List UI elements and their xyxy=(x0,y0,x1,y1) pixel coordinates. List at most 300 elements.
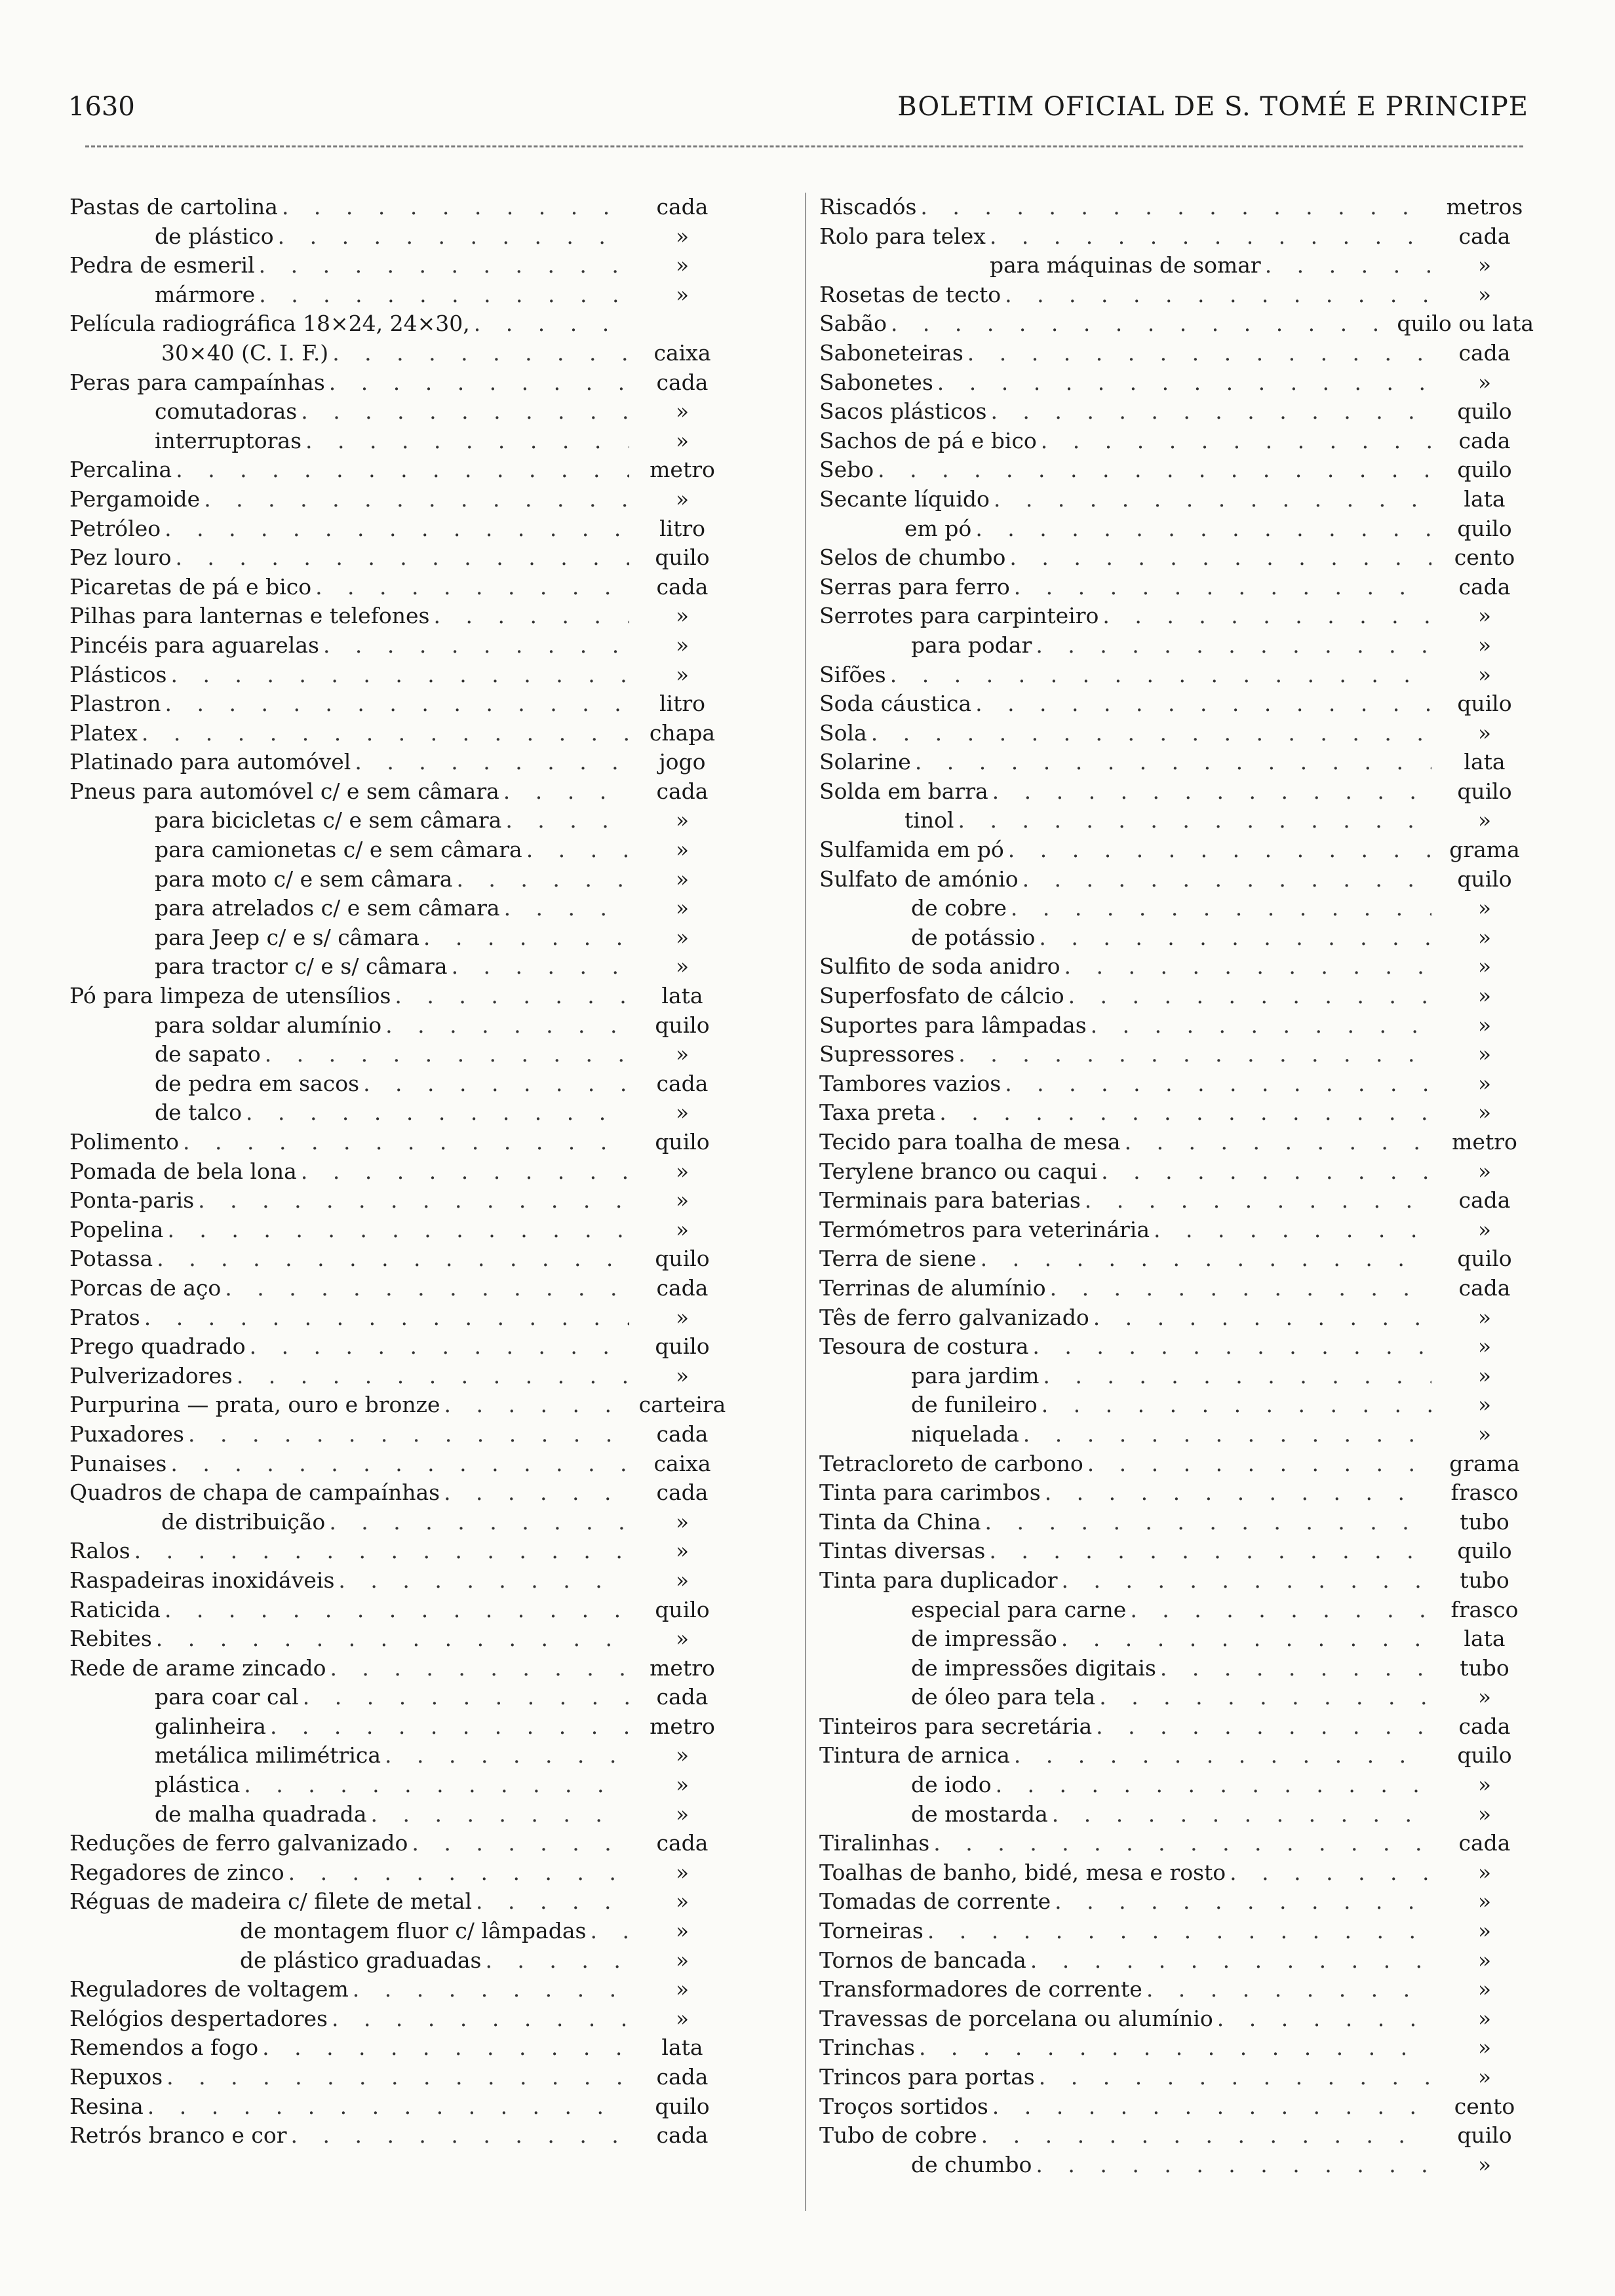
dot-leader xyxy=(485,1946,629,1976)
list-item xyxy=(819,1946,1534,1976)
item-name: Pedra de esmeril xyxy=(69,252,255,278)
item-unit: cento xyxy=(1454,2093,1515,2119)
item-unit: » xyxy=(675,1100,690,1126)
dot-leader xyxy=(385,1741,629,1770)
list-item xyxy=(69,1332,731,1362)
list-item xyxy=(69,1303,731,1333)
item-name: metálica milimétrica xyxy=(155,1742,381,1769)
item-unit: metro xyxy=(1452,1129,1517,1155)
item-unit: » xyxy=(1477,1070,1492,1096)
item-unit: grama xyxy=(1449,837,1520,863)
dot-leader xyxy=(282,193,629,222)
list-item xyxy=(69,1829,731,1858)
item-unit: chapa xyxy=(649,719,716,746)
list-item xyxy=(819,251,1534,280)
item-name: para tractor c/ e s/ câmara xyxy=(155,953,448,980)
item-unit: » xyxy=(1477,983,1492,1009)
list-item xyxy=(819,1069,1534,1099)
list-item xyxy=(819,719,1534,748)
dot-leader xyxy=(204,485,629,514)
dot-leader xyxy=(395,982,629,1011)
dot-leader xyxy=(958,806,1432,835)
item-name: para bicicletas c/ e sem câmara xyxy=(155,807,502,833)
dot-leader xyxy=(1009,543,1431,573)
dot-leader xyxy=(188,1420,629,1449)
dot-leader xyxy=(353,1975,629,2004)
item-name: Popelina xyxy=(69,1216,164,1242)
item-name: Rolo para telex xyxy=(819,223,986,249)
item-unit: metro xyxy=(650,1713,715,1739)
dot-leader xyxy=(198,1186,629,1215)
item-name: Pratos xyxy=(69,1304,140,1330)
item-name: Tinteiros para secretária xyxy=(819,1713,1093,1739)
item-name: Remendos a fogo xyxy=(69,2035,259,2061)
item-unit: » xyxy=(1477,1304,1492,1330)
item-unit: » xyxy=(675,1947,690,1973)
dot-leader xyxy=(1055,1887,1431,1917)
item-name: Torneiras xyxy=(819,1918,924,1944)
list-item xyxy=(819,397,1534,427)
dot-leader xyxy=(590,1917,629,1946)
item-name: 30×40 (C. I. F.) xyxy=(161,339,329,366)
item-unit: cada xyxy=(1458,339,1511,366)
list-item xyxy=(69,1157,731,1187)
item-name: Suportes para lâmpadas xyxy=(819,1012,1087,1038)
item-name: para coar cal xyxy=(155,1684,299,1710)
item-name: Tintas diversas xyxy=(819,1538,986,1564)
list-item xyxy=(69,1128,731,1157)
item-unit: » xyxy=(675,895,690,921)
dot-leader xyxy=(156,1624,629,1654)
dot-leader xyxy=(871,719,1431,748)
dot-leader xyxy=(259,251,629,280)
dot-leader xyxy=(170,1449,629,1479)
item-name: de talco xyxy=(155,1100,242,1126)
dot-leader xyxy=(1099,1683,1431,1712)
list-item xyxy=(819,1098,1534,1128)
item-unit: caixa xyxy=(653,1450,711,1476)
dot-leader xyxy=(1093,1303,1431,1333)
list-item xyxy=(69,1508,731,1537)
item-unit: » xyxy=(1477,953,1492,980)
list-item xyxy=(819,1654,1534,1683)
list-item xyxy=(69,982,731,1011)
item-unit: » xyxy=(1477,1012,1492,1038)
item-name: Terminais para baterias xyxy=(819,1187,1081,1214)
list-item xyxy=(819,2121,1534,2151)
item-unit: cada xyxy=(656,1274,709,1301)
item-name: Repuxos xyxy=(69,2064,163,2090)
list-item xyxy=(69,2004,731,2034)
item-name: mármore xyxy=(155,281,256,307)
item-name: Trinchas xyxy=(819,2035,915,2061)
item-unit: quilo xyxy=(1457,1246,1512,1272)
item-unit: » xyxy=(1477,1421,1492,1447)
list-item xyxy=(819,1244,1534,1274)
item-unit: » xyxy=(675,1801,690,1827)
item-name: de pedra em sacos xyxy=(155,1070,360,1096)
dot-leader xyxy=(250,1332,629,1362)
item-unit: cada xyxy=(1458,1274,1511,1301)
list-item xyxy=(69,309,731,339)
item-unit: frasco xyxy=(1450,1596,1519,1622)
item-unit: » xyxy=(1477,1100,1492,1126)
item-name: Sola xyxy=(819,719,867,746)
item-unit: cada xyxy=(656,1830,709,1856)
dot-leader xyxy=(1023,1420,1431,1449)
item-name: Supressores xyxy=(819,1041,955,1067)
item-unit: cada xyxy=(656,778,709,804)
item-name: Raspadeiras inoxidáveis xyxy=(69,1567,335,1593)
item-unit: » xyxy=(675,1187,690,1214)
item-name: galinheira xyxy=(155,1713,266,1739)
list-item xyxy=(69,280,731,310)
item-name: de chumbo xyxy=(911,2151,1032,2177)
dot-leader xyxy=(1160,1654,1431,1683)
item-unit: » xyxy=(1477,1888,1492,1915)
item-name: Superfosfato de cálcio xyxy=(819,983,1064,1009)
list-item xyxy=(819,1390,1534,1420)
item-name: Pulverizadores xyxy=(69,1362,233,1388)
item-unit: quilo xyxy=(655,1246,710,1272)
item-name: para podar xyxy=(911,632,1032,658)
dot-leader xyxy=(157,1244,629,1274)
list-item xyxy=(819,748,1534,777)
list-item xyxy=(819,1040,1534,1069)
dot-leader xyxy=(165,689,629,719)
item-name: Regadores de zinco xyxy=(69,1859,284,1885)
dot-leader xyxy=(262,2033,629,2063)
item-unit: » xyxy=(1477,1801,1492,1827)
item-name: de malha quadrada xyxy=(155,1801,367,1827)
item-unit: caixa xyxy=(653,339,711,366)
dot-leader xyxy=(332,2004,629,2034)
item-name: Quadros de chapa de campaínhas xyxy=(69,1480,440,1506)
item-name: Rede de arame zincado xyxy=(69,1655,326,1681)
list-item xyxy=(819,1712,1534,1742)
item-unit: » xyxy=(1477,1333,1492,1360)
dot-leader xyxy=(1014,1741,1431,1770)
list-item xyxy=(69,573,731,602)
dot-leader xyxy=(1265,251,1431,280)
page-header xyxy=(68,92,1528,131)
list-item xyxy=(819,222,1534,252)
item-unit: jogo xyxy=(659,749,706,775)
dot-leader xyxy=(1036,631,1431,660)
list-item xyxy=(69,514,731,544)
dot-leader xyxy=(434,602,630,631)
item-name: Sacos plásticos xyxy=(819,398,987,425)
dot-leader xyxy=(933,1829,1431,1858)
list-item xyxy=(819,1596,1534,1625)
item-name: Rosetas de tecto xyxy=(819,281,1002,307)
dot-leader xyxy=(985,1508,1431,1537)
dot-leader xyxy=(937,368,1431,398)
list-item xyxy=(69,1069,731,1099)
dot-leader xyxy=(1008,835,1431,865)
item-unit: » xyxy=(675,1772,690,1798)
list-item xyxy=(69,952,731,982)
dot-leader xyxy=(165,1596,629,1625)
item-unit: cada xyxy=(656,2122,709,2149)
list-item xyxy=(819,1215,1534,1245)
dot-leader xyxy=(1039,923,1431,953)
dot-leader xyxy=(134,1537,629,1566)
list-item xyxy=(819,1741,1534,1770)
page-number: 1630 xyxy=(68,92,135,122)
dot-leader xyxy=(939,1098,1431,1128)
item-name: Toalhas de banho, bidé, mesa e rosto xyxy=(819,1859,1226,1885)
item-unit: quilo xyxy=(1457,1742,1512,1769)
dot-leader xyxy=(288,1858,629,1888)
dot-leader xyxy=(1005,280,1431,310)
dot-leader xyxy=(142,719,629,748)
list-item xyxy=(819,1478,1534,1508)
dot-leader xyxy=(1041,427,1431,456)
list-item xyxy=(819,660,1534,690)
item-unit: » xyxy=(675,1742,690,1769)
item-name: Pez louro xyxy=(69,545,172,571)
dot-leader xyxy=(975,689,1431,719)
list-item xyxy=(69,1975,731,2004)
dot-leader xyxy=(452,952,629,982)
item-name: Termómetros para veterinária xyxy=(819,1216,1150,1242)
item-name: para moto c/ e sem câmara xyxy=(155,866,453,892)
item-unit: cada xyxy=(1458,1187,1511,1214)
list-item xyxy=(819,2151,1534,2180)
list-item xyxy=(69,2121,731,2151)
dot-leader xyxy=(303,1683,629,1712)
item-unit: » xyxy=(1477,2064,1492,2090)
item-unit: » xyxy=(675,398,690,425)
item-name: Relógios despertadores xyxy=(69,2005,328,2031)
dot-leader xyxy=(291,2121,629,2151)
item-name: Serras para ferro xyxy=(819,573,1010,600)
dot-leader xyxy=(444,1390,629,1420)
list-item xyxy=(819,1566,1534,1596)
item-unit: » xyxy=(675,866,690,892)
item-unit: » xyxy=(675,1859,690,1885)
list-item xyxy=(69,806,731,835)
list-item xyxy=(69,1537,731,1566)
list-item xyxy=(69,1098,731,1128)
running-title: BOLETIM OFICIAL DE S. TOMÉ E PRINCIPE xyxy=(897,92,1528,122)
list-item xyxy=(819,309,1534,339)
item-unit: » xyxy=(675,632,690,658)
list-item xyxy=(69,193,731,222)
dot-leader xyxy=(1045,1478,1431,1508)
list-item xyxy=(69,2063,731,2092)
item-unit: » xyxy=(1477,2005,1492,2031)
item-name: Sabonetes xyxy=(819,369,933,395)
item-unit: » xyxy=(1477,1158,1492,1184)
item-unit: quilo xyxy=(1457,457,1512,483)
item-name: Tecido para toalha de mesa xyxy=(819,1129,1121,1155)
item-unit: » xyxy=(1477,924,1492,950)
item-unit: » xyxy=(1477,661,1492,687)
item-name: para atrelados c/ e sem câmara xyxy=(155,895,500,921)
dot-leader xyxy=(332,339,629,368)
item-unit: tubo xyxy=(1460,1567,1509,1593)
dot-leader xyxy=(967,339,1431,368)
dot-leader xyxy=(301,397,629,427)
item-name: Secante líquido xyxy=(819,486,990,512)
list-item xyxy=(69,602,731,631)
list-item xyxy=(819,427,1534,456)
list-item xyxy=(819,1449,1534,1479)
list-item xyxy=(819,894,1534,923)
list-item xyxy=(819,543,1534,573)
item-name: comutadoras xyxy=(155,398,298,425)
item-name: Tornos de bancada xyxy=(819,1947,1026,1973)
list-item xyxy=(69,1683,731,1712)
list-item xyxy=(69,865,731,894)
item-name: Riscadós xyxy=(819,194,917,220)
list-item xyxy=(69,660,731,690)
item-name: Reduções de ferro galvanizado xyxy=(69,1830,408,1856)
item-name: Tintura de arnica xyxy=(819,1742,1010,1769)
item-name: Pergamoide xyxy=(69,486,201,512)
list-item xyxy=(819,514,1534,544)
list-item xyxy=(819,280,1534,310)
item-name: em pó xyxy=(905,515,972,541)
item-name: de iodo xyxy=(911,1772,992,1798)
item-unit: » xyxy=(1477,281,1492,307)
dot-leader xyxy=(170,660,629,690)
item-name: Sulfamida em pó xyxy=(819,837,1004,863)
dot-leader xyxy=(1230,1858,1431,1888)
item-name: Tinta para carimbos xyxy=(819,1480,1041,1506)
list-item xyxy=(69,1478,731,1508)
list-item xyxy=(69,1712,731,1742)
dot-leader xyxy=(1032,1332,1431,1362)
item-unit: quilo xyxy=(1457,778,1512,804)
item-unit: cada xyxy=(1458,223,1511,249)
dot-leader xyxy=(503,777,629,807)
item-name: Sachos de pá e bico xyxy=(819,427,1037,453)
item-unit: » xyxy=(1477,1772,1492,1798)
item-name: Terylene branco ou caqui xyxy=(819,1158,1098,1184)
item-unit: quilo ou lata xyxy=(1397,311,1534,337)
item-name: Rebites xyxy=(69,1626,152,1652)
dot-leader xyxy=(237,1362,629,1391)
dot-leader xyxy=(371,1800,629,1829)
list-item xyxy=(69,339,731,368)
dot-leader xyxy=(1091,1011,1431,1041)
item-unit: » xyxy=(675,837,690,863)
item-name: Solarine xyxy=(819,749,911,775)
list-item xyxy=(69,1449,731,1479)
item-unit: » xyxy=(675,427,690,453)
list-item xyxy=(819,368,1534,398)
list-item xyxy=(819,2004,1534,2034)
left-column xyxy=(69,193,731,2151)
item-name: Porcas de aço xyxy=(69,1274,222,1301)
list-item xyxy=(69,1917,731,1946)
dot-leader xyxy=(1043,1362,1431,1391)
item-unit: » xyxy=(675,1976,690,2002)
column-divider xyxy=(805,193,806,2211)
item-unit: metro xyxy=(650,1655,715,1681)
list-item xyxy=(69,835,731,865)
dot-leader xyxy=(927,1917,1431,1946)
item-name: Pincéis para aguarelas xyxy=(69,632,319,658)
list-item xyxy=(819,573,1534,602)
item-unit: » xyxy=(1477,807,1492,833)
item-unit: grama xyxy=(1449,1450,1520,1476)
item-unit: cada xyxy=(656,2064,709,2090)
dot-leader xyxy=(1036,2151,1431,2180)
list-item xyxy=(69,251,731,280)
dot-leader xyxy=(1062,1566,1431,1596)
list-item xyxy=(819,1420,1534,1449)
dot-leader xyxy=(1030,1946,1431,1976)
item-name: para Jeep c/ e s/ câmara xyxy=(155,924,419,950)
dot-leader xyxy=(526,835,629,865)
item-unit: cada xyxy=(656,1070,709,1096)
list-item xyxy=(819,1128,1534,1157)
list-item xyxy=(819,1011,1534,1041)
dot-leader xyxy=(1041,1390,1431,1420)
dot-leader xyxy=(915,748,1431,777)
dot-leader xyxy=(144,1303,629,1333)
item-unit: quilo xyxy=(1457,2122,1512,2149)
dot-leader xyxy=(323,631,629,660)
item-unit: » xyxy=(675,252,690,278)
list-item xyxy=(69,222,731,252)
dot-leader xyxy=(329,1508,629,1537)
dot-leader xyxy=(975,514,1431,544)
list-item xyxy=(819,1508,1534,1537)
item-unit: » xyxy=(675,1626,690,1652)
dot-leader xyxy=(166,2063,629,2092)
dot-leader xyxy=(329,368,629,398)
dot-leader xyxy=(385,1011,629,1041)
list-item xyxy=(819,777,1534,807)
item-unit: » xyxy=(675,1041,690,1067)
item-unit: cada xyxy=(1458,1713,1511,1739)
item-name: Soda cáustica xyxy=(819,691,972,717)
item-unit: lata xyxy=(1464,749,1506,775)
dot-leader xyxy=(958,1040,1431,1069)
item-unit: litro xyxy=(659,515,705,541)
list-item xyxy=(819,835,1534,865)
item-name: Peras para campaínhas xyxy=(69,369,325,395)
item-name: para camionetas c/ e sem câmara xyxy=(155,837,522,863)
dot-leader xyxy=(301,1157,629,1187)
list-item xyxy=(69,748,731,777)
item-unit: » xyxy=(675,1567,690,1593)
item-name: plástica xyxy=(155,1772,241,1798)
item-name: Platinado para automóvel xyxy=(69,749,351,775)
list-item xyxy=(819,2063,1534,2092)
list-item xyxy=(819,1157,1534,1187)
list-item xyxy=(819,339,1534,368)
item-name: Tinta para duplicador xyxy=(819,1567,1058,1593)
dot-leader xyxy=(1064,952,1431,982)
dot-leader xyxy=(1096,1712,1431,1742)
dot-leader xyxy=(919,2033,1431,2063)
list-item xyxy=(69,894,731,923)
dot-leader xyxy=(989,1537,1431,1566)
item-name: Tambores vazios xyxy=(819,1070,1002,1096)
item-unit: » xyxy=(675,1888,690,1915)
item-unit: quilo xyxy=(655,1596,710,1622)
item-unit: » xyxy=(675,2005,690,2031)
dot-leader xyxy=(981,2121,1431,2151)
item-name: Sulfito de soda anidro xyxy=(819,953,1060,980)
item-name: Platex xyxy=(69,719,138,746)
